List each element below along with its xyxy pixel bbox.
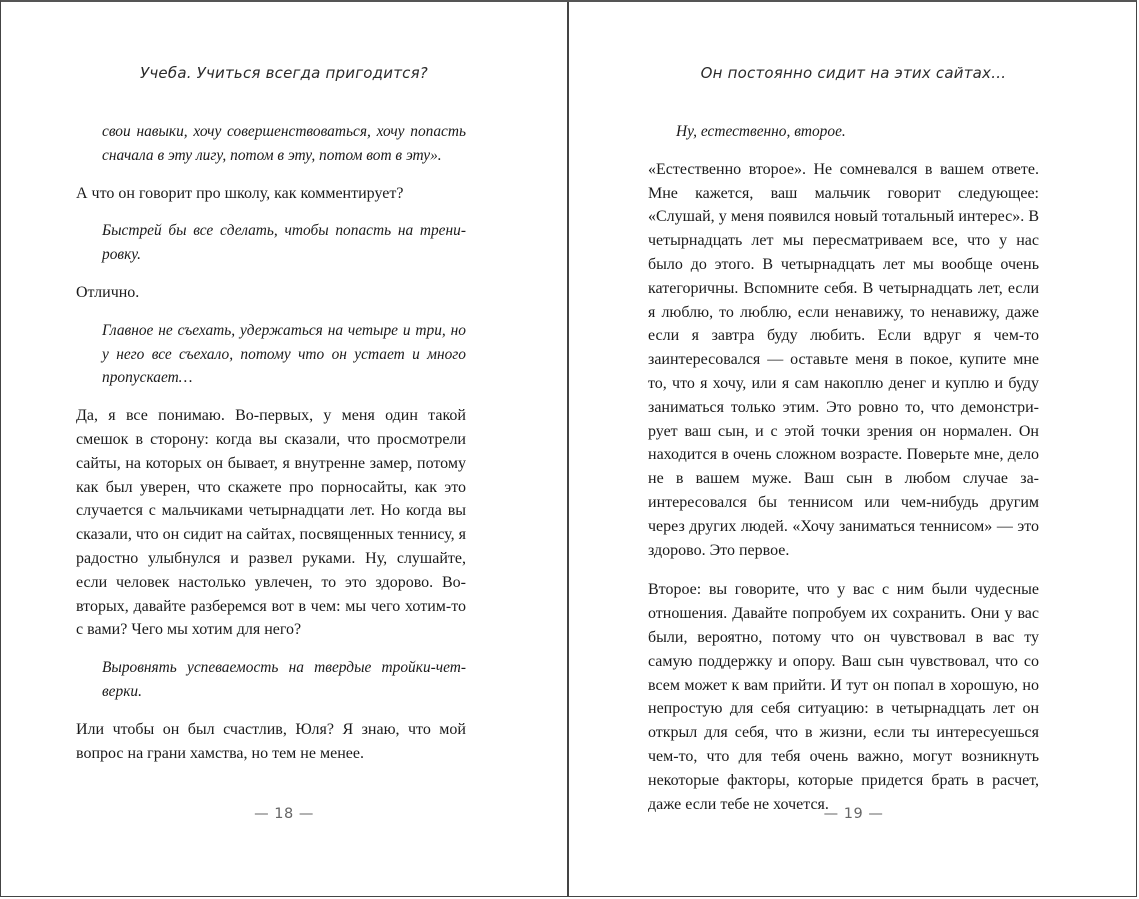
right-page (569, 2, 1138, 896)
running-header: Учеба. Учиться всегда пригодится? (140, 64, 428, 82)
quote-paragraph: свои навыки, хочу совершенствоваться, хочу попасть сначала в эту лигу, потом в эту, потом вот в эту». (102, 123, 466, 164)
left-page (1, 2, 567, 896)
page-number: — 18 — (254, 806, 314, 822)
quote-paragraph: Быстрей бы все сделать, чтобы попасть на тренировку. (102, 222, 466, 264)
page-body (76, 120, 466, 765)
quote-paragraph: Ну, естественно, второе. (676, 123, 846, 140)
page-body (648, 120, 1039, 816)
body-paragraph: Да, я все понимаю. Во-первых, у меня один такой смешок в сторону: когда вы сказали, что просмотрели сайты, на которых он бывает, я внутренне замер, потому как был уверен, что скажете про порносайты, как это случается с мальчиками четырнадцати лет. Но когда вы сказали, что он сидит на сайтах, посвященных теннису, я радостно улыбнулся и развел руками. Ну, слушайте, если человек настолько увлечен, то это здорово. Во-вторых, давайте разберемся вот в чем: мы чего хотим-то с вами? Чего мы хотим для него? (76, 407, 466, 639)
running-header: Он постоянно сидит на этих сайтах… (700, 64, 1007, 82)
page-number: — 19 — (823, 806, 884, 822)
body-paragraph: Второе: вы говорите, что у вас с ним были чудесные отношения. Давайте попробуем их сохранить. Они у вас были, вероятно, потому что он чувствовал в вас ту самую поддержку и опору. Ваш сын чувствовал, что со всем может к вам прийти. И тут он попал в хорошую, но непростую для себя ситуацию: в четырнадцать лет он открыл для себя, что в жизни, если ты интересуешься чем-то, что для тебя очень важно, могут возникнуть некоторые факторы, которые придется брать в расчет, даже если тебе не хочется. (648, 581, 1039, 813)
body-paragraph: Или чтобы он был счастлив, Юля? Я знаю, что мой вопрос на грани хамства, но тем не менее. (76, 720, 466, 762)
quote-paragraph: Главное не съехать, удержаться на четыре и три, но у него все съехало, потому что он устает и много пропускает… (102, 321, 466, 387)
body-paragraph: А что он говорит про школу, как комментирует? (76, 184, 404, 202)
body-paragraph: «Естественно второе». Не сомневался в вашем ответе. Мне кажется, ваш мальчик говорит следующее: «Слушай, у меня появился новый тотальный интерес». В четырнадцать лет мы пересматриваем все, что у нас было до этого. В четырнадцать лет мы вообще очень категоричны. Вспомните себя. В четырнадцать лет, если я люблю, то люблю, если ненавижу, то ненавижу, даже если я завтра буду любить. Если вдруг я чем-то заинтересовался — оставьте меня в покое, купите мне то, что я хочу, или я сам накоплю денег и куплю и буду заниматься только этим. Это ровно то, что демонстрирует ваш сын, и с этой точки зрения он нормален. Он находится в очень сложном возрасте. Поверьте мне, дело не в вашем муже. Ваш сын в любом случае заинтересовался бы теннисом или чем-нибудь другим через других людей. «Хочу заниматься теннисом» — это здорово. Это первое. (648, 160, 1039, 559)
body-paragraph: Отлично. (76, 283, 140, 301)
quote-paragraph: Выровнять успеваемость на твердые тройки-четверки. (102, 659, 466, 700)
